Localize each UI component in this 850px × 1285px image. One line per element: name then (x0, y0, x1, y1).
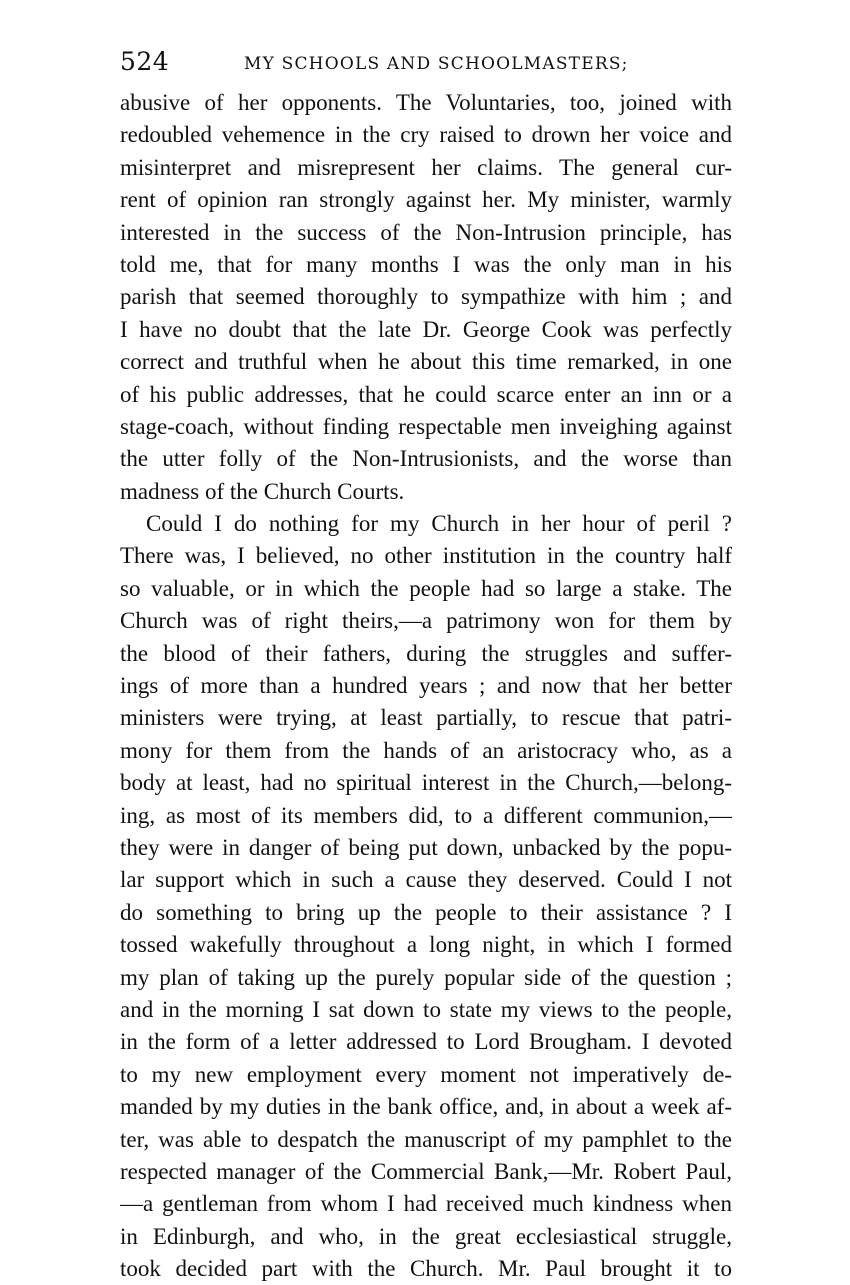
text-line: in Edinburgh, and who, in the great ecclesiastical struggle, (120, 1223, 732, 1249)
text-line: Church was of right theirs,—a patrimony won for them by (120, 608, 732, 634)
text-line: and in the morning I sat down to state my views to the people, (120, 996, 732, 1022)
text-line: lar support which in such a cause they deserved. Could I not (120, 867, 732, 893)
text-line: manded by my duties in the bank office, and, in about a week af- (120, 1094, 732, 1120)
paragraph-end-line: madness of the Church Courts. (120, 478, 405, 504)
text-line: do something to bring up the people to their assistance ? I (120, 899, 732, 925)
text-line: misinterpret and misrepresent her claims. The general cur- (120, 154, 732, 180)
text-line: abusive of her opponents. The Voluntaries, too, joined with (120, 90, 732, 115)
text-line: redoubled vehemence in the cry raised to drown her voice and (120, 122, 732, 148)
running-head (120, 44, 732, 80)
text-line: —a gentleman from whom I had received much kindness when (120, 1191, 732, 1217)
text-line: respected manager of the Commercial Bank,—Mr. Robert Paul, (120, 1158, 732, 1184)
text-line: of his public addresses, that he could scarce enter an inn or a (120, 381, 732, 407)
text-line: mony for them from the hands of an aristocracy who, as a (120, 737, 732, 763)
text-line: There was, I believed, no other institution in the country half (120, 543, 732, 569)
text-line: took decided part with the Church. Mr. Paul brought it to (120, 1256, 732, 1282)
text-line: ing, as most of its members did, to a different communion,— (120, 802, 732, 828)
text-line: the blood of their fathers, during the struggles and suffer- (120, 640, 732, 666)
paragraph-start-line: Could I do nothing for my Church in her hour of peril ? (146, 511, 732, 537)
text-line: rent of opinion ran strongly against her. My minister, warmly (120, 187, 732, 213)
text-line: correct and truthful when he about this time remarked, in one (120, 349, 732, 375)
text-line: ministers were trying, at least partially, to rescue that patri- (120, 705, 732, 731)
text-line: my plan of taking up the purely popular side of the question ; (120, 964, 732, 990)
text-line: ter, was able to despatch the manuscript of my pamphlet to the (120, 1126, 732, 1152)
text-line: parish that seemed thoroughly to sympathize with him ; and (120, 284, 732, 310)
page-number: 524 (120, 47, 170, 76)
text-line: ings of more than a hundred years ; and now that her better (120, 673, 732, 699)
text-line: they were in danger of being put down, unbacked by the popu- (120, 834, 732, 860)
text-line: interested in the success of the Non-Intrusion principle, has (120, 219, 732, 245)
text-line: stage-coach, without finding respectable men inveighing against (120, 413, 732, 439)
text-line: I have no doubt that the late Dr. George Cook was perfectly (120, 316, 732, 342)
body-text (120, 87, 732, 1285)
text-line: body at least, had no spiritual interest in the Church,—belong- (120, 770, 732, 796)
text-line: to my new employment every moment not imperatively de- (120, 1061, 732, 1087)
running-title: MY SCHOOLS AND SCHOOLMASTERS; (244, 54, 629, 74)
text-line: in the form of a letter addressed to Lord Brougham. I devoted (120, 1029, 732, 1055)
text-line: tossed wakefully throughout a long night, in which I formed (120, 932, 732, 958)
text-line: told me, that for many months I was the only man in his (120, 251, 732, 277)
text-line: so valuable, or in which the people had so large a stake. The (120, 575, 732, 601)
text-line: the utter folly of the Non-Intrusionists, and the worse than (120, 446, 732, 472)
